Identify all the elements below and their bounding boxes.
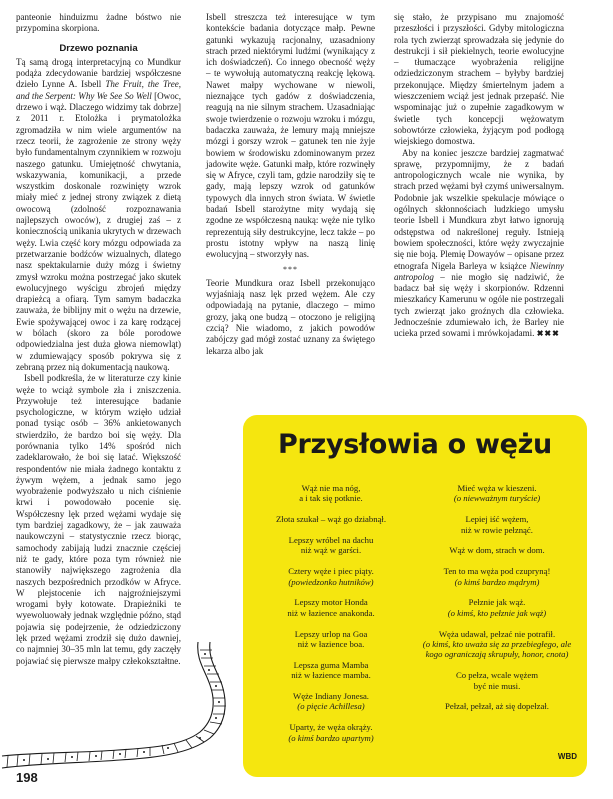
proverb-item — [417, 545, 577, 555]
proverb-item — [417, 483, 577, 504]
article-column-2 — [206, 12, 375, 357]
proverb-line: Co pełza, wcale wężem — [455, 670, 538, 681]
proverb-line: niż w rowie pełznąć. — [461, 524, 533, 535]
paragraph-prophecy: się stało, że przypisano mu znajomość przeszłości i przyszłości. Gdyby mitologiczna rola tych zwierząt sprowadzała się jedynie do destrukcji i sił piekielnych, teorie ewolucyjne – tłumaczące wyobrażenia religijne odziedziczonym strachem – byłyby bardziej przekonujące. Między śmiertelnym jadem a wieszczeniem wciąż jest jednak przepaść. Nie wspominając już o zupełnie zagadkowym w świetle tych koncepcji wężowatym sobowtórze człowieka, żyjącym pod podłogą wiejskiego domostwa. — [394, 12, 564, 147]
proverb-item — [251, 535, 411, 556]
paragraph-monkeys: Isbell streszcza też interesujące w tym kontekście badania dotyczące małp. Pewne gatunki wykazują racjonalny, uzasadniony strach przed niektórymi ludźmi (wynikający z ich doświadczeń). Co innego obecność węży – te wywołują automatyczną reakcję lękową. Nawet małpy wychowane w niewoli, nieznające tych gadów z doświadczenia, reagują na nie silnym strachem. Uzasadniając swoje twierdzenie o rozwoju wzroku i mózgu, badaczka zauważa, że lemury mają mniejsze mózgi i gorszy wzrok – gatunek ten nie żyje bowiem w środowisku zdominowanym przez jadowite węże. Gatunki małp, które rozwinęły się w Afryce, czyli tam, gdzie narodziły się te gady, mają lepszy wzrok od gatunków typowych dla innych stron świata. W świetle badań Isbell starożytne mity wydają się zgodne ze współczesną nauką: węże nie tylko reprezentują siły destrukcyjne, lecz także – po prostu istotny wpływ na naszą linię ewolucyjną – stworzyły nas. — [206, 12, 375, 260]
paragraph-anthropology: Aby na koniec jeszcze bardziej zagmatwać sprawę, przypomnijmy, że z badań antropologicznych wcale nie wynika, by strach przed wężami był czymś uniwersalnym. Podobnie jak wszelkie spekulacje mówiące o ogólnych skłonnościach ludzkiego umysłu teorie Isbell i Mundkura zbyt łatwo ignorują odstępstwa od nakreślonej reguły. Istnieją bowiem społeczności, które węży zwyczajnie się nie boją. Plemię Dowayów – opisane przez etnografa Nigela Barleya w książce Niewinny antropolog – nie mogło się nadziwić, że badacz bał się węży i skorpionów. Rdzenni mieszkańcy Kamerunu w ogóle nie postrzegali tych zwierząt jako groźnych dla człowieka. Jednocześnie zdumiewało ich, że Barley nie ucieka przed sowami i mrówkojadami. ✖✖✖ — [394, 147, 564, 339]
proverb-item — [251, 597, 411, 618]
proverb-note: (o pięcie Achillesa) — [297, 701, 365, 712]
proverb-item — [417, 670, 577, 691]
proverb-line: Złota szukał – wąż go dziabnął. — [275, 514, 386, 525]
article-column-1 — [16, 12, 181, 667]
proverb-item — [417, 566, 577, 587]
proverb-note: (powiedzonko hutników) — [288, 576, 374, 587]
proverb-line: Pełzał, pełzał, aż się dopełzał. — [445, 701, 549, 712]
proverbs-left-column — [251, 483, 411, 753]
proverb-note: (o kimś bardzo mądrym) — [454, 576, 540, 587]
article-end-mark: ✖✖✖ — [536, 329, 560, 339]
proverb-item — [251, 660, 411, 681]
proverb-line: niż wąż w garści. — [300, 545, 362, 556]
proverb-item — [251, 629, 411, 650]
snake-illustration — [0, 640, 232, 780]
section-heading: Drzewo poznania — [59, 42, 138, 54]
paragraph-fear-study: Isbell podkreśla, że w literaturze czy kinie węże to wciąż symbole zła i zniszczenia. Przywołuje też interesujące badanie psychologiczne, w którym wzięło udział ponad tysiąc osób – 36% ankietowanych stwierdziło, że bardzo boi się węży. Dla porównania tylko 14% spośród nich zadeklarowało, że boi się latać. Większość respondentów nie miała żadnego kontaktu z żywym wężem, a jednak samo jego wyobrażenie podwyższało u nich ciśnienie krwi i powodowało pocenie się. Współczesny lęk przed wężami wydaje się tym bardziej zagadkowy, że – jak zauważa naukowczyni – statystycznie rzecz biorąc, samochody zabijają ludzi znacznie częściej niż te gady, które poza tym również nie stanowiły największego zagrożenia dla naszych bezpośrednich przodków w Afryce. W plejstocenie ich najgroźniejszymi wrogami były kotowate. Drapieżniki te wyewoluowały jednak względnie późno, stąd pojawia się podejrzenie, że odziedziczony lęk przed wężami zrodził się dużo dawniej, co najmniej 30–35 mln lat temu, gdy zaczęły pojawiać się pierwsze małpy człekokształtne. — [16, 373, 181, 666]
proverb-line: niż w łazience anakonda. — [287, 607, 375, 618]
proverb-line: Pełznie jak wąż. — [468, 597, 526, 608]
proverb-item — [417, 597, 577, 618]
proverb-item — [251, 691, 411, 712]
proverb-line: Węże Indiany Jonesa. — [293, 691, 369, 702]
proverb-item — [417, 629, 577, 660]
book-title-barley: Niewinny antropolog — [394, 260, 564, 282]
page-number: 198 — [16, 770, 38, 785]
proverb-note: (o niewważnym turyście) — [453, 493, 541, 504]
proverb-note: (o kimś, kto pełznie jak wąż) — [447, 607, 547, 618]
proverb-line: Lepszy motor Honda — [294, 597, 368, 608]
proverb-line: Ten to ma węża pod czupryną! — [443, 566, 551, 577]
proverbs-signature: WBD — [557, 752, 577, 761]
article-column-3 — [394, 12, 564, 340]
paragraph-isbell-book: Tą samą drogą interpretacyjną co Mundkur podąża zdecydowanie bardziej współczesne dzieło Lynne A. Isbell The Fruit, the Tree, and the Serpent: Why We See So Well [Owoc, drzewo i wąż. Dlaczego widzimy tak dobrze] z 2011 r. Etolożka i prymatolożka zgromadziła w nim wiele argumentów na rzecz teorii, że zagrożenie ze strony węży było fundamentalnym czynnikiem w rozwoju naszego gatunku. Umiejętność chwytania, wskazywania, komunikacji, a przede wszystkim doskonale rozwinięty wzrok miały mieć z jednej strony związek z dietą owocową (zdolność rozpoznawania najlepszych owoców), z drugiej zaś – z koniecznością unikania ukrytych w drzewach węży. Lwia część kory mózgu odpowiada za przetwarzanie bodźców wizualnych, dlatego nasz spektakularnie duży mózg i świetny zmysł wzroku można postrzegać jako skutek ewolucyjnego wyścigu zbrojeń między drapieżcą a ofiarą. Tym samym badaczka zauważa, że biblijny mit o wężu na drzewie, Ewie spożywającej owoc i za karę rodzącej w bólach (skoro za bóle porodowe odpowiedzialna jest duża głowa niemowląt) w zdumiewający sposób pokrywa się z zebraną przez nią dokumentacją naukową. — [16, 56, 181, 372]
proverb-note: (o kimś, kto uważa się za przebiegłego, ale kogo ograniczają skrupuły, honor, cnota) — [422, 639, 572, 660]
paragraph-theories: Teorie Mundkura oraz Isbell przekonująco wyjaśniają nasz lęk przed wężem. Ale czy odpowiadają na pytanie, dlaczego – mimo grozy, jaką one budzą – otoczono je religijną czcią? Nie wiadomo, z jakich powodów zabójczy gad mógł zostać uznany za świętego lekarza albo jak — [206, 277, 375, 356]
proverb-line: Cztery węże i piec piąty. — [288, 566, 374, 577]
proverbs-title: Przysłowia o wężu — [278, 429, 552, 460]
proverb-line: Lepiej iść wężem, — [465, 514, 529, 525]
proverb-line: Wąż w dom, strach w dom. — [449, 545, 545, 556]
proverb-line: Lepszy wróbel na dachu — [288, 535, 374, 545]
proverb-line: Wąż nie ma nóg, — [301, 483, 361, 493]
column-1-intro: panteonie hinduizmu żadne bóstwo nie przypomina skorpiona. — [16, 12, 181, 34]
book-title: The Fruit, the Tree, and the Serpent: Why We See So Well — [16, 79, 181, 101]
proverbs-right-column — [417, 483, 577, 722]
proverb-item — [251, 483, 411, 504]
proverb-line: być nie musi. — [473, 680, 521, 691]
proverb-item — [417, 514, 577, 535]
proverb-line: Lepszy urlop na Goa — [294, 628, 368, 639]
proverb-line: niż w łazience boa. — [297, 639, 365, 650]
proverb-item — [251, 566, 411, 587]
proverb-item — [251, 722, 411, 743]
proverb-line: Lepsza guma Mamba — [293, 659, 369, 670]
proverb-line: niż w łazience mamba. — [291, 670, 371, 681]
section-separator: *** — [283, 264, 298, 274]
proverb-line: Uparty, że węża okrąży. — [289, 722, 373, 733]
proverb-line: a i tak się potknie. — [299, 493, 363, 504]
proverb-note: (o kimś bardzo upartym) — [288, 732, 374, 743]
proverbs-box — [243, 415, 587, 777]
proverb-line: Mieć węża w kieszeni. — [457, 483, 537, 493]
proverb-item — [251, 514, 411, 524]
proverb-item — [417, 701, 577, 711]
proverb-line: Węża udawał, pełzać nie potrafił. — [438, 628, 556, 639]
